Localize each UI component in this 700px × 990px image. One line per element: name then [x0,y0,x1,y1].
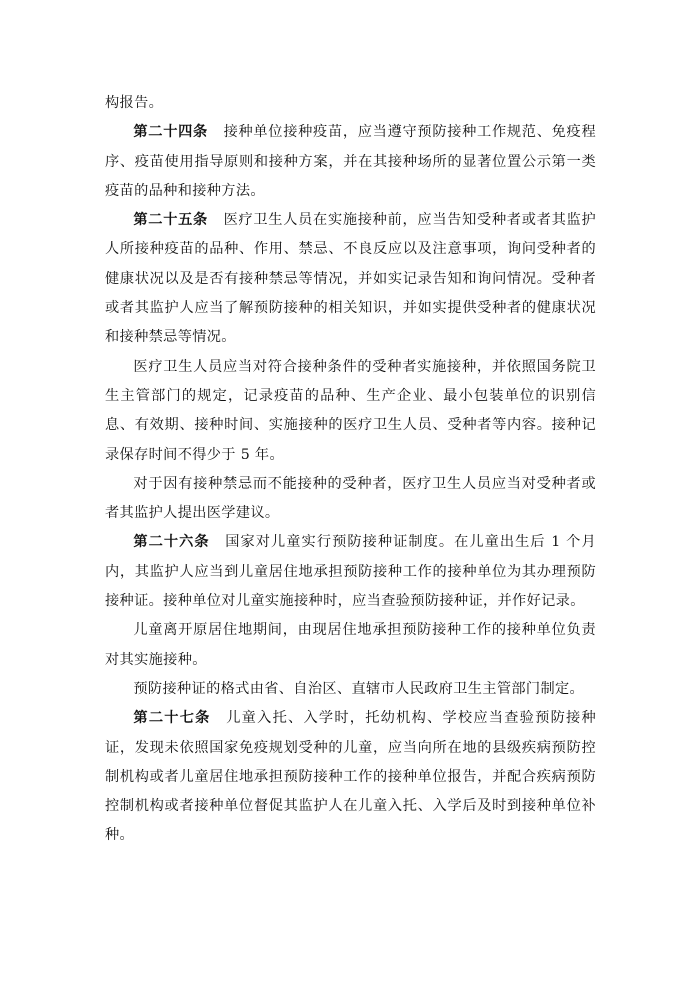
paragraph-continuation [105,89,596,118]
article-25-paragraph-2 [105,353,596,470]
article-26 [105,528,596,616]
paragraph-text: 医疗卫生人员应当对符合接种条件的受种者实施接种，并依照国务院卫生主管部门的规定，记录疫苗的品种、生产企业、最小包装单位的识别信息、有效期、接种时间、实施接种的医疗卫生人员、受种者等内容。接种记录保存时间不得少于 5 年。 [105,358,596,463]
paragraph-text: 接种单位接种疫苗，应当遵守预防接种工作规范、免疫程序、疫苗使用指导原则和接种方案，并在其接种场所的显著位置公示第一类疫苗的品种和接种方法。 [105,124,596,199]
paragraph-text: 构报告。 [105,95,164,111]
article-26-paragraph-3 [105,675,596,704]
paragraph-text: 国家对儿童实行预防接种证制度。在儿童出生后 1 个月内，其监护人应当到儿童居住地承担预防接种工作的接种单位为其办理预防接种证。接种单位对儿童实施接种时，应当查验预防接种证，并作好记录。 [105,534,596,610]
article-heading: 第二十七条 [133,710,211,727]
paragraph-text: 医疗卫生人员在实施接种前，应当告知受种者或者其监护人所接种疫苗的品种、作用、禁忌、不良反应以及注意事项，询问受种者的健康状况以及是否有接种禁忌等情况，并如实记录告知和询问情况。受种者或者其监护人应当了解预防接种的相关知识，并如实提供受种者的健康状况和接种禁忌等情况。 [105,212,596,346]
paragraph-text: 对于因有接种禁忌而不能接种的受种者，医疗卫生人员应当对受种者或者其监护人提出医学建议。 [105,475,596,522]
article-heading: 第二十六条 [133,534,210,551]
paragraph-text: 儿童入托、入学时，托幼机构、学校应当查验预防接种证，发现未依照国家免疫规划受种的儿童，应当向所在地的县级疾病预防控制机构或者儿童居住地承担预防接种工作的接种单位报告，并配合疾病预防控制机构或者接种单位督促其监护人在儿童入托、入学后及时到接种单位补种。 [105,710,596,844]
article-25-paragraph-3 [105,470,596,529]
article-heading: 第二十四条 [133,124,208,141]
article-25 [105,206,596,352]
paragraph-text: 儿童离开原居住地期间，由现居住地承担预防接种工作的接种单位负责对其实施接种。 [105,622,596,668]
article-24 [105,118,596,206]
article-heading: 第二十五条 [133,212,208,229]
article-27 [105,704,596,850]
paragraph-text: 预防接种证的格式由省、自治区、直辖市人民政府卫生主管部门制定。 [133,680,585,697]
article-26-paragraph-2 [105,616,596,675]
